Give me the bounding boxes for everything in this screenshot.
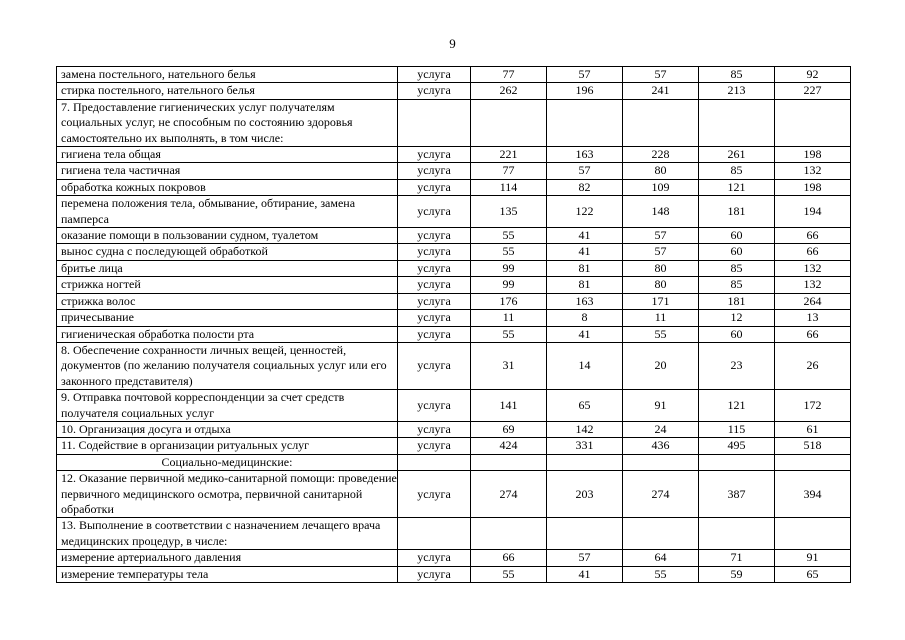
empty-cell [398, 454, 471, 470]
value-cell: 60 [699, 228, 775, 244]
value-cell: 436 [623, 438, 699, 454]
value-cell: 77 [471, 163, 547, 179]
value-cell: 85 [699, 260, 775, 276]
value-cell: 66 [471, 550, 547, 566]
value-cell: 181 [699, 196, 775, 228]
value-cell: 163 [547, 147, 623, 163]
value-cell: 41 [547, 228, 623, 244]
value-cell: 135 [471, 196, 547, 228]
value-cell: 24 [623, 421, 699, 437]
empty-cell [699, 454, 775, 470]
table-row [57, 326, 851, 342]
value-cell: 69 [471, 421, 547, 437]
value-cell [471, 518, 547, 550]
tariff-table [56, 66, 851, 583]
value-cell: 12 [699, 310, 775, 326]
unit-cell [398, 99, 471, 146]
value-cell: 41 [547, 566, 623, 582]
value-cell: 55 [623, 326, 699, 342]
unit-cell: услуга [398, 566, 471, 582]
table-row [57, 83, 851, 99]
table-row [57, 67, 851, 83]
value-cell: 264 [775, 293, 851, 309]
table-row [57, 260, 851, 276]
value-cell: 77 [471, 67, 547, 83]
value-cell: 65 [547, 390, 623, 422]
value-cell: 31 [471, 342, 547, 389]
value-cell: 172 [775, 390, 851, 422]
value-cell: 241 [623, 83, 699, 99]
table-row [57, 390, 851, 422]
value-cell: 66 [775, 244, 851, 260]
table-row [57, 179, 851, 195]
unit-cell: услуга [398, 421, 471, 437]
value-cell: 221 [471, 147, 547, 163]
value-cell: 41 [547, 326, 623, 342]
value-cell: 228 [623, 147, 699, 163]
value-cell: 61 [775, 421, 851, 437]
service-name-cell: бритье лица [57, 260, 398, 276]
value-cell [775, 518, 851, 550]
service-name-cell: 8. Обеспечение сохранности личных вещей, ценностей, документов (по желанию получателя социальных услуг или его законного представителя) [57, 342, 398, 389]
value-cell: 99 [471, 277, 547, 293]
value-cell: 55 [471, 244, 547, 260]
value-cell: 85 [699, 163, 775, 179]
section-title: Социально-медицинские: [57, 454, 398, 470]
value-cell: 92 [775, 67, 851, 83]
table-row [57, 147, 851, 163]
value-cell: 198 [775, 179, 851, 195]
value-cell: 132 [775, 277, 851, 293]
service-name-cell: вынос судна с последующей обработкой [57, 244, 398, 260]
service-name-cell: замена постельного, нательного белья [57, 67, 398, 83]
value-cell [547, 99, 623, 146]
table-row [57, 293, 851, 309]
value-cell: 14 [547, 342, 623, 389]
service-name-cell: стрижка волос [57, 293, 398, 309]
value-cell: 81 [547, 260, 623, 276]
value-cell: 55 [471, 228, 547, 244]
value-cell: 213 [699, 83, 775, 99]
value-cell: 59 [699, 566, 775, 582]
empty-cell [471, 454, 547, 470]
value-cell: 99 [471, 260, 547, 276]
value-cell: 121 [699, 390, 775, 422]
value-cell: 424 [471, 438, 547, 454]
value-cell: 57 [547, 67, 623, 83]
value-cell: 57 [547, 163, 623, 179]
value-cell: 196 [547, 83, 623, 99]
value-cell [547, 518, 623, 550]
value-cell: 41 [547, 244, 623, 260]
value-cell: 13 [775, 310, 851, 326]
value-cell: 171 [623, 293, 699, 309]
value-cell: 274 [623, 471, 699, 518]
value-cell: 80 [623, 163, 699, 179]
table-row [57, 518, 851, 550]
table-row [57, 99, 851, 146]
table-row [57, 244, 851, 260]
value-cell: 142 [547, 421, 623, 437]
value-cell: 80 [623, 277, 699, 293]
value-cell: 331 [547, 438, 623, 454]
value-cell: 57 [623, 228, 699, 244]
service-name-cell: оказание помощи в пользовании судном, туалетом [57, 228, 398, 244]
value-cell: 57 [623, 244, 699, 260]
unit-cell: услуга [398, 163, 471, 179]
value-cell: 261 [699, 147, 775, 163]
value-cell: 85 [699, 277, 775, 293]
tariff-table-body [57, 67, 851, 583]
value-cell: 387 [699, 471, 775, 518]
value-cell: 495 [699, 438, 775, 454]
service-name-cell: 11. Содействие в организации ритуальных услуг [57, 438, 398, 454]
table-row [57, 471, 851, 518]
page-number: 9 [449, 36, 456, 51]
unit-cell: услуга [398, 244, 471, 260]
value-cell: 57 [623, 67, 699, 83]
value-cell: 394 [775, 471, 851, 518]
unit-cell: услуга [398, 83, 471, 99]
unit-cell: услуга [398, 228, 471, 244]
value-cell: 66 [775, 326, 851, 342]
service-name-cell: измерение температуры тела [57, 566, 398, 582]
value-cell: 227 [775, 83, 851, 99]
value-cell: 65 [775, 566, 851, 582]
value-cell: 122 [547, 196, 623, 228]
service-name-cell: обработка кожных покровов [57, 179, 398, 195]
value-cell: 163 [547, 293, 623, 309]
value-cell: 148 [623, 196, 699, 228]
empty-cell [547, 454, 623, 470]
value-cell: 11 [623, 310, 699, 326]
table-row [57, 163, 851, 179]
value-cell: 66 [775, 228, 851, 244]
unit-cell: услуга [398, 147, 471, 163]
value-cell: 109 [623, 179, 699, 195]
service-name-cell: 7. Предоставление гигиенических услуг получателям социальных услуг, не способным по состоянию здоровья самостоятельно их выполнять, в том числе: [57, 99, 398, 146]
value-cell: 518 [775, 438, 851, 454]
unit-cell: услуга [398, 196, 471, 228]
unit-cell: услуга [398, 179, 471, 195]
table-row [57, 196, 851, 228]
value-cell: 181 [699, 293, 775, 309]
table-row [57, 310, 851, 326]
service-name-cell: гигиена тела частичная [57, 163, 398, 179]
value-cell: 11 [471, 310, 547, 326]
table-row [57, 550, 851, 566]
value-cell: 91 [623, 390, 699, 422]
value-cell: 60 [699, 326, 775, 342]
value-cell [623, 518, 699, 550]
value-cell [699, 99, 775, 146]
unit-cell: услуга [398, 277, 471, 293]
value-cell: 141 [471, 390, 547, 422]
service-name-cell: причесывание [57, 310, 398, 326]
unit-cell: услуга [398, 342, 471, 389]
table-row [57, 421, 851, 437]
value-cell [623, 99, 699, 146]
service-name-cell: измерение артериального давления [57, 550, 398, 566]
empty-cell [775, 454, 851, 470]
value-cell: 64 [623, 550, 699, 566]
service-name-cell: гигиеническая обработка полости рта [57, 326, 398, 342]
value-cell [699, 518, 775, 550]
value-cell: 132 [775, 260, 851, 276]
value-cell: 81 [547, 277, 623, 293]
value-cell: 115 [699, 421, 775, 437]
value-cell: 55 [471, 566, 547, 582]
value-cell: 20 [623, 342, 699, 389]
unit-cell: услуга [398, 550, 471, 566]
value-cell: 132 [775, 163, 851, 179]
value-cell: 55 [623, 566, 699, 582]
value-cell: 82 [547, 179, 623, 195]
unit-cell: услуга [398, 438, 471, 454]
unit-cell: услуга [398, 390, 471, 422]
service-name-cell: 10. Организация досуга и отдыха [57, 421, 398, 437]
unit-cell: услуга [398, 310, 471, 326]
value-cell [471, 99, 547, 146]
service-name-cell: 13. Выполнение в соответствии с назначением лечащего врача медицинских процедур, в числе: [57, 518, 398, 550]
value-cell: 85 [699, 67, 775, 83]
table-row [57, 277, 851, 293]
service-name-cell: стирка постельного, нательного белья [57, 83, 398, 99]
service-name-cell: стрижка ногтей [57, 277, 398, 293]
table-row [57, 342, 851, 389]
empty-cell [623, 454, 699, 470]
service-name-cell: 9. Отправка почтовой корреспонденции за счет средств получателя социальных услуг [57, 390, 398, 422]
value-cell: 274 [471, 471, 547, 518]
value-cell: 198 [775, 147, 851, 163]
value-cell: 194 [775, 196, 851, 228]
value-cell: 23 [699, 342, 775, 389]
service-name-cell: перемена положения тела, обмывание, обтирание, замена памперса [57, 196, 398, 228]
section-row [57, 454, 851, 470]
unit-cell: услуга [398, 326, 471, 342]
table-row [57, 228, 851, 244]
unit-cell: услуга [398, 293, 471, 309]
value-cell: 80 [623, 260, 699, 276]
unit-cell: услуга [398, 67, 471, 83]
value-cell: 91 [775, 550, 851, 566]
value-cell: 114 [471, 179, 547, 195]
unit-cell: услуга [398, 260, 471, 276]
value-cell: 262 [471, 83, 547, 99]
value-cell: 60 [699, 244, 775, 260]
service-name-cell: 12. Оказание первичной медико-санитарной помощи: проведение первичного медицинского осмотра, первичной санитарной обработки [57, 471, 398, 518]
value-cell [775, 99, 851, 146]
value-cell: 55 [471, 326, 547, 342]
value-cell: 26 [775, 342, 851, 389]
value-cell: 57 [547, 550, 623, 566]
unit-cell: услуга [398, 471, 471, 518]
table-row [57, 438, 851, 454]
value-cell: 203 [547, 471, 623, 518]
table-row [57, 566, 851, 582]
value-cell: 71 [699, 550, 775, 566]
service-name-cell: гигиена тела общая [57, 147, 398, 163]
value-cell: 8 [547, 310, 623, 326]
value-cell: 176 [471, 293, 547, 309]
unit-cell [398, 518, 471, 550]
value-cell: 121 [699, 179, 775, 195]
